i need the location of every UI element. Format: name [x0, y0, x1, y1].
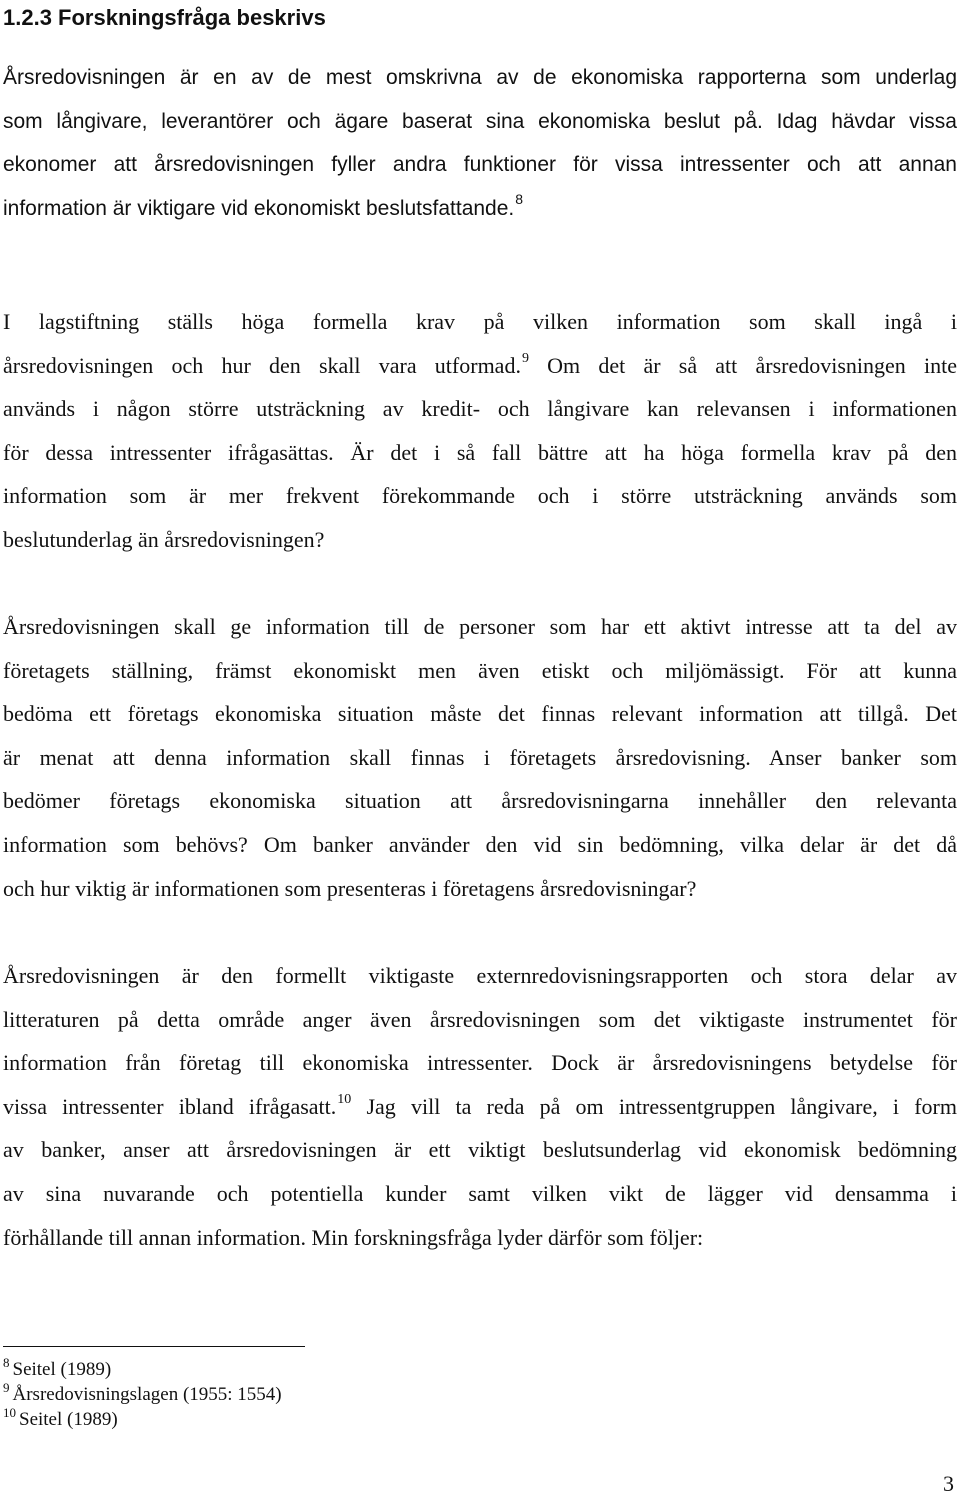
footnote — [3, 1382, 282, 1407]
paragraph-line — [3, 344, 957, 388]
footnote — [3, 1407, 282, 1432]
paragraph-line-text: årsredovisningen och hur den skall vara utformad. — [3, 352, 521, 378]
footnote-text: Årsredovisningslagen (1955: 1554) — [12, 1384, 282, 1405]
paragraph-line: är menat att denna information skall finnas i företagets årsredovisning. Anser banker som — [3, 744, 957, 770]
paragraph-2 — [3, 300, 957, 562]
paragraph-line — [3, 187, 957, 231]
section-heading: 1.2.3 Forskningsfråga beskrivs — [3, 5, 326, 30]
paragraph-line: Årsredovisningen skall ge information till de personer som har ett aktivt intresse att ta del av — [3, 614, 957, 639]
paragraph-line — [3, 1085, 957, 1129]
paragraph-line: som långivare, leverantörer och ägare baserat sina ekonomiska beslut på. Idag hävdar vissa — [3, 109, 957, 133]
paragraph-line-text: vissa intressenter ibland ifrågasatt. — [3, 1093, 337, 1119]
footnote-text: Seitel (1989) — [12, 1359, 112, 1380]
paragraph-line: beslutunderlag än årsredovisningen? — [3, 526, 325, 552]
footnote-reference: 10 — [337, 1091, 352, 1107]
footnote-reference: 9 — [521, 350, 529, 366]
paragraph-1 — [3, 56, 957, 230]
footnote-text: Seitel (1989) — [19, 1409, 118, 1430]
paragraph-line: av banker, anser att årsredovisningen är ett viktigt beslutsunderlag vid ekonomisk bedömning — [3, 1137, 957, 1163]
paragraph-line: litteraturen på detta område anger även årsredovisningen som det viktigaste instrumentet för — [3, 1006, 957, 1032]
paragraph-line: företagets ställning, främst ekonomiskt men även etiskt och miljömässigt. För att kunna — [3, 657, 957, 683]
footnotes-list — [3, 1357, 282, 1432]
footnote-number: 10 — [3, 1405, 16, 1420]
footnote — [3, 1357, 282, 1382]
paragraph-line: och hur viktig är informationen som presenteras i företagens årsredovisningar? — [3, 875, 697, 901]
page-number: 3 — [943, 1471, 954, 1496]
paragraph-line-text: Om det är så att årsredovisningen inte — [528, 352, 957, 378]
paragraph-line: I lagstiftning ställs höga formella krav på vilken information som skall ingå i — [3, 309, 957, 334]
paragraph-line: bedömer företags ekonomiska situation att årsredovisningarna innehåller den relevanta — [3, 788, 957, 814]
paragraph-line: används i någon större utsträckning av kredit- och långivare kan relevansen i informationen — [3, 396, 957, 422]
paragraph-line: bedöma ett företags ekonomiska situation måste det finnas relevant information att tillgå. Det — [3, 701, 957, 727]
paragraph-line: förhållande till annan information. Min forskningsfråga lyder därför som följer: — [3, 1224, 704, 1250]
paragraph-line: information som behövs? Om banker använder den vid sin bedömning, vilka delar är det då — [3, 831, 957, 857]
paragraph-line: för dessa intressenter ifrågasättas. Är det i så fall bättre att ha höga formella krav på den — [3, 439, 957, 465]
paragraph-line: information som är mer frekvent förekommande och i större utsträckning används som — [3, 483, 957, 509]
paragraph-3 — [3, 605, 957, 910]
paragraph-line: information från företag till ekonomiska intressenter. Dock är årsredovisningens betydelse för — [3, 1050, 957, 1076]
paragraph-line: av sina nuvarande och potentiella kunder samt vilken vikt de lägger vid densamma i — [3, 1180, 957, 1206]
paragraph-line-text: Jag vill ta reda på om intressentgruppen långivare, i form — [351, 1093, 957, 1119]
paragraph-4 — [3, 954, 957, 1259]
footnote-reference: 8 — [515, 190, 524, 207]
paragraph-line-text: information är viktigare vid ekonomiskt beslutsfattande. — [3, 196, 515, 220]
footnote-separator — [3, 1346, 305, 1347]
footnote-number: 8 — [3, 1355, 10, 1370]
footnote-number: 9 — [3, 1380, 10, 1395]
paragraph-line: Årsredovisningen är en av de mest omskrivna av de ekonomiska rapporterna som underlag — [3, 66, 957, 89]
paragraph-line: ekonomer att årsredovisningen fyller andra funktioner för vissa intressenter och att annan — [3, 153, 957, 177]
paragraph-line: Årsredovisningen är den formellt viktigaste externredovisningsrapporten och stora delar av — [3, 963, 957, 988]
